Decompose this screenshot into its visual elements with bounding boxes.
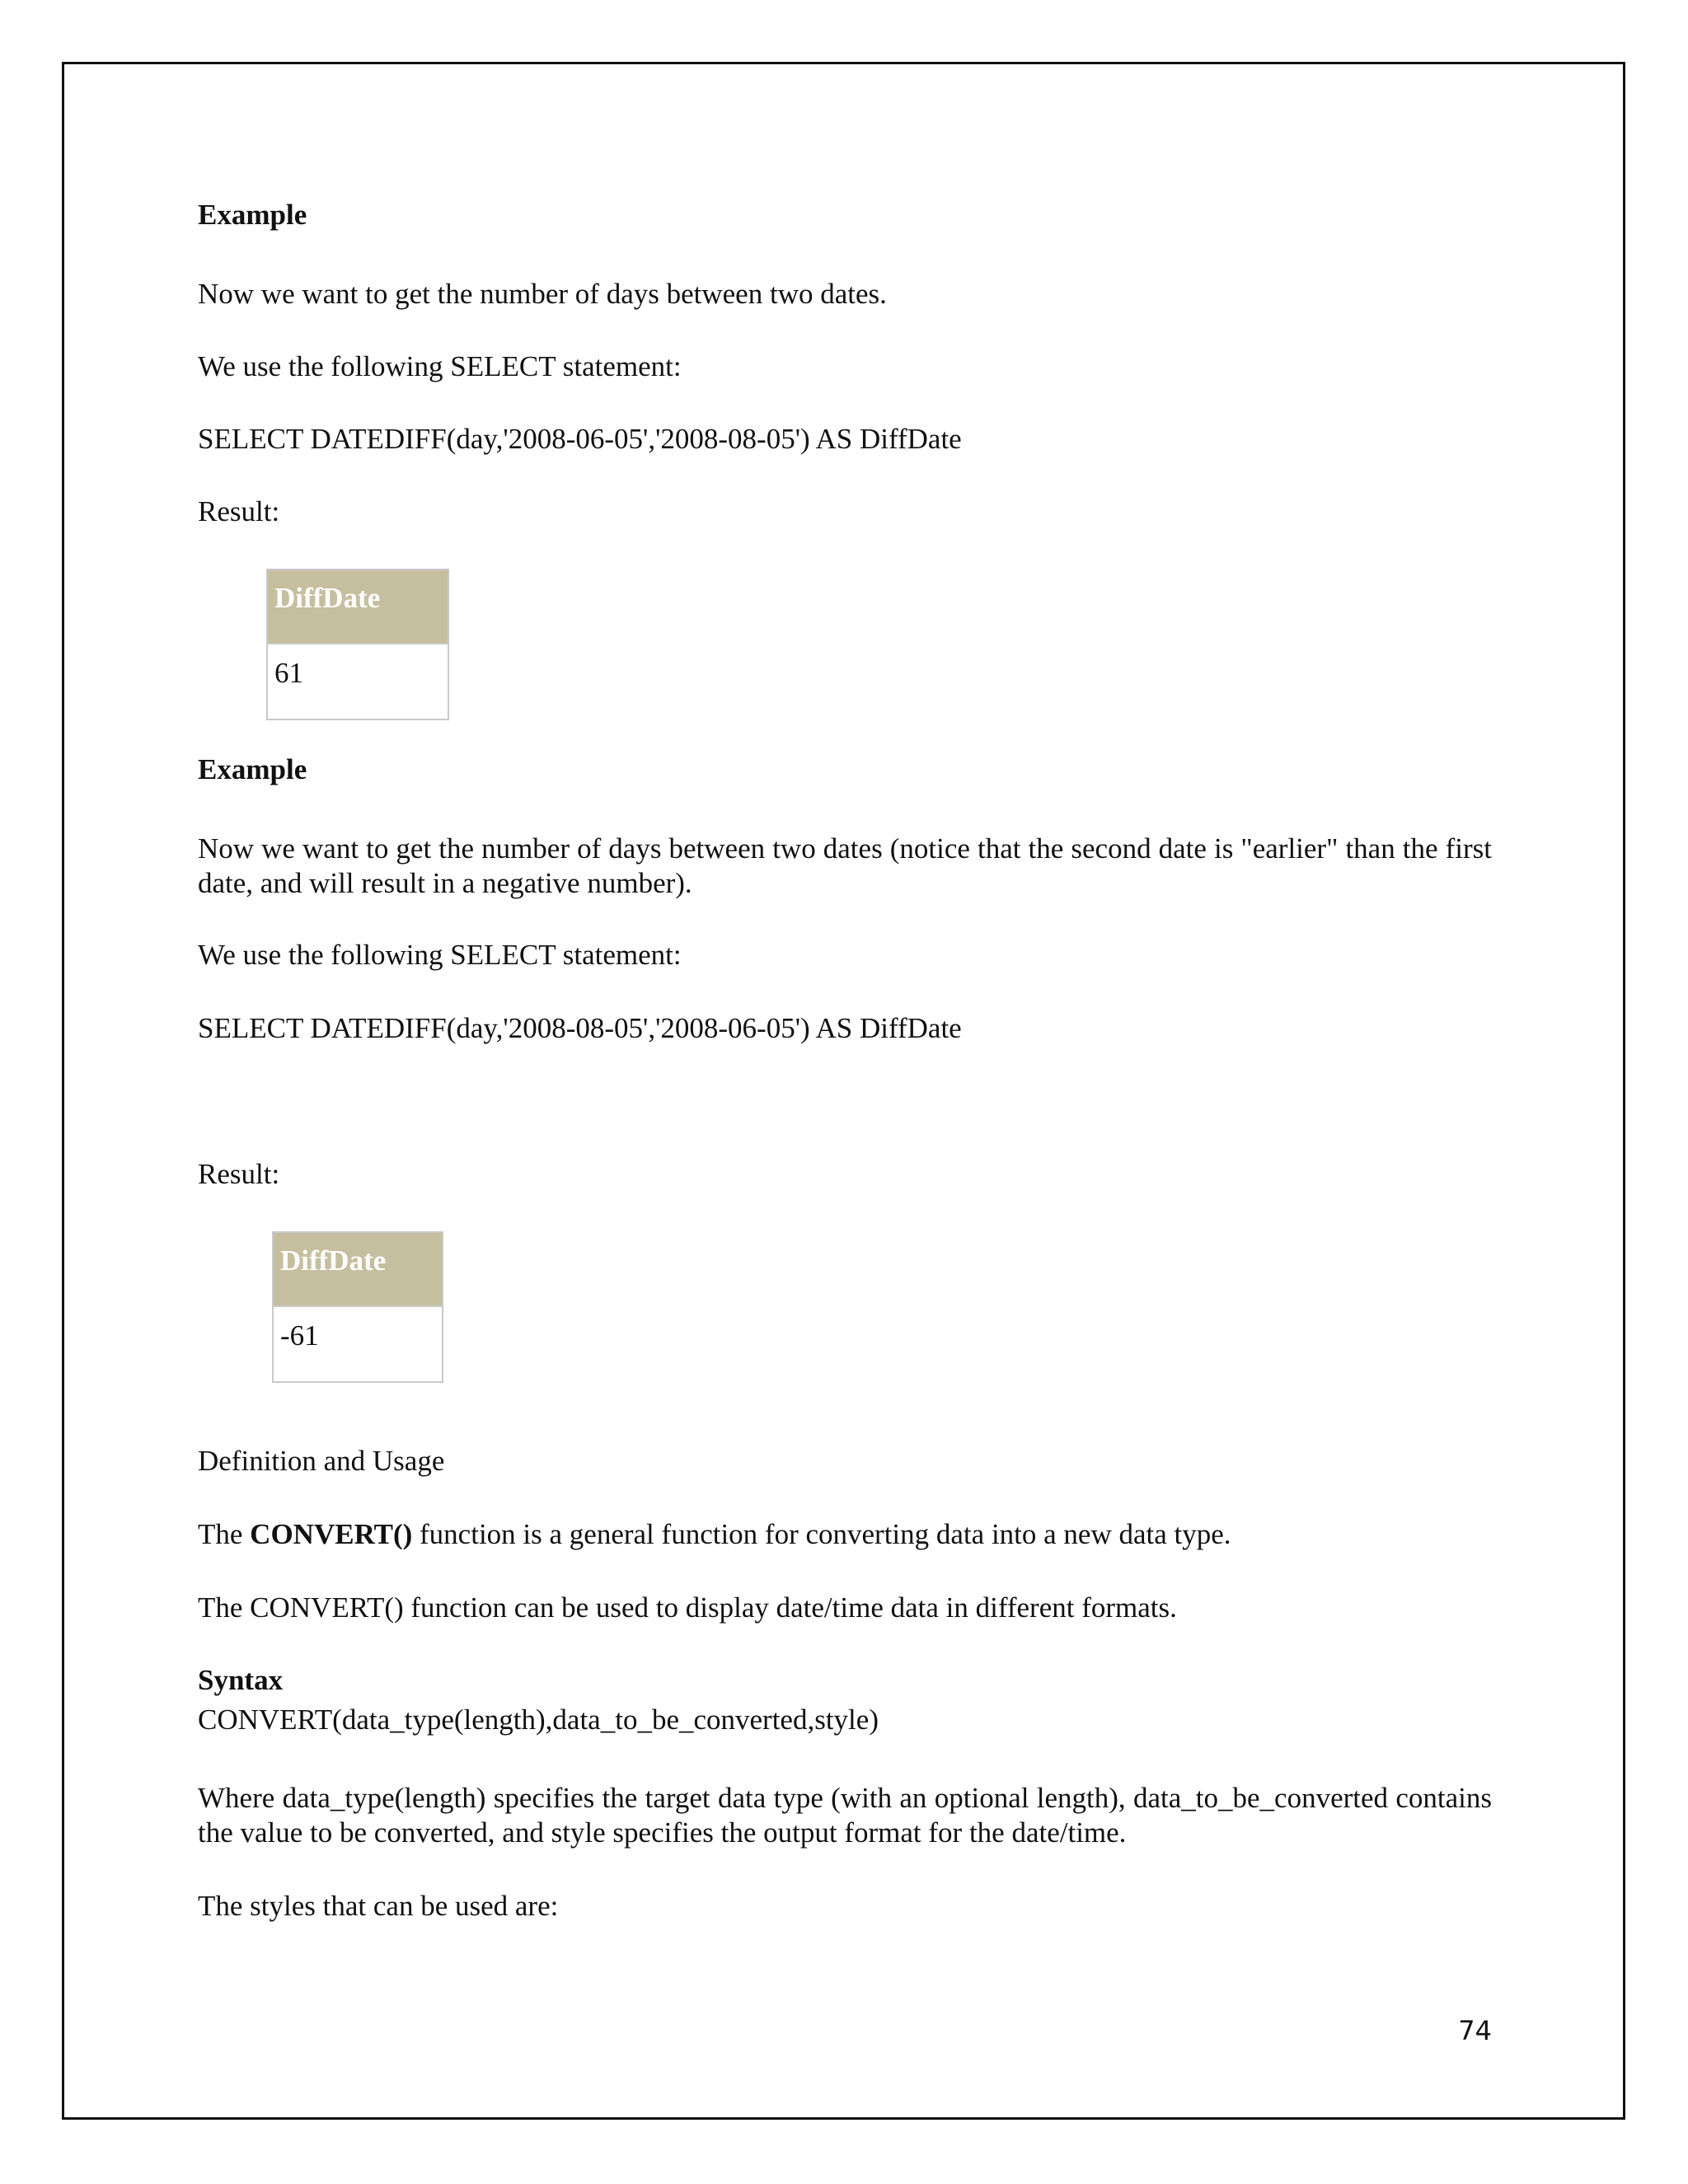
convert-usage: The CONVERT() function can be used to display date/time data in different formats. — [198, 1591, 1177, 1624]
convert-function-name: CONVERT() — [250, 1518, 413, 1550]
syntax-heading: Syntax — [198, 1664, 284, 1696]
where-paragraph: Where data_type(length) specifies the target data type (with an optional length), data_to_be_converted contains the value to be converted, and style specifies the output format for the date/time. — [198, 1782, 1492, 1849]
statement-label-1: We use the following SELECT statement: — [198, 350, 682, 382]
result-table-1 — [266, 569, 449, 720]
page-number: 74 — [1458, 2015, 1492, 2046]
result-table-2 — [272, 1231, 443, 1383]
result-table-header: DiffDate — [267, 569, 448, 644]
result-table-header: DiffDate — [273, 1232, 443, 1306]
convert-definition-prefix: The — [198, 1518, 251, 1550]
convert-definition-suffix: function is a general function for converting data into a new data type. — [412, 1518, 1231, 1550]
sql-statement-1: SELECT DATEDIFF(day,'2008-06-05','2008-08-05') AS DiffDate — [198, 423, 962, 455]
example-intro-2: Now we want to get the number of days between two dates (notice that the second date is "earlier" than the first date, and will result in a negative number). — [198, 832, 1492, 899]
example-heading-2: Example — [198, 753, 307, 785]
result-table-cell: 61 — [267, 644, 448, 719]
syntax-text: CONVERT(data_type(length),data_to_be_converted,style) — [198, 1704, 879, 1736]
example-heading-1: Example — [198, 199, 307, 231]
result-label-2: Result: — [198, 1158, 280, 1190]
section-title: Definition and Usage — [198, 1445, 445, 1477]
result-table-cell: -61 — [273, 1306, 443, 1382]
statement-label-2: We use the following SELECT statement: — [198, 939, 682, 971]
styles-intro: The styles that can be used are: — [198, 1890, 559, 1922]
result-label-1: Result: — [198, 495, 280, 527]
convert-definition — [198, 1517, 1492, 1552]
sql-statement-2: SELECT DATEDIFF(day,'2008-08-05','2008-06-05') AS DiffDate — [198, 1012, 962, 1044]
example-intro-1: Now we want to get the number of days between two dates. — [198, 278, 887, 310]
